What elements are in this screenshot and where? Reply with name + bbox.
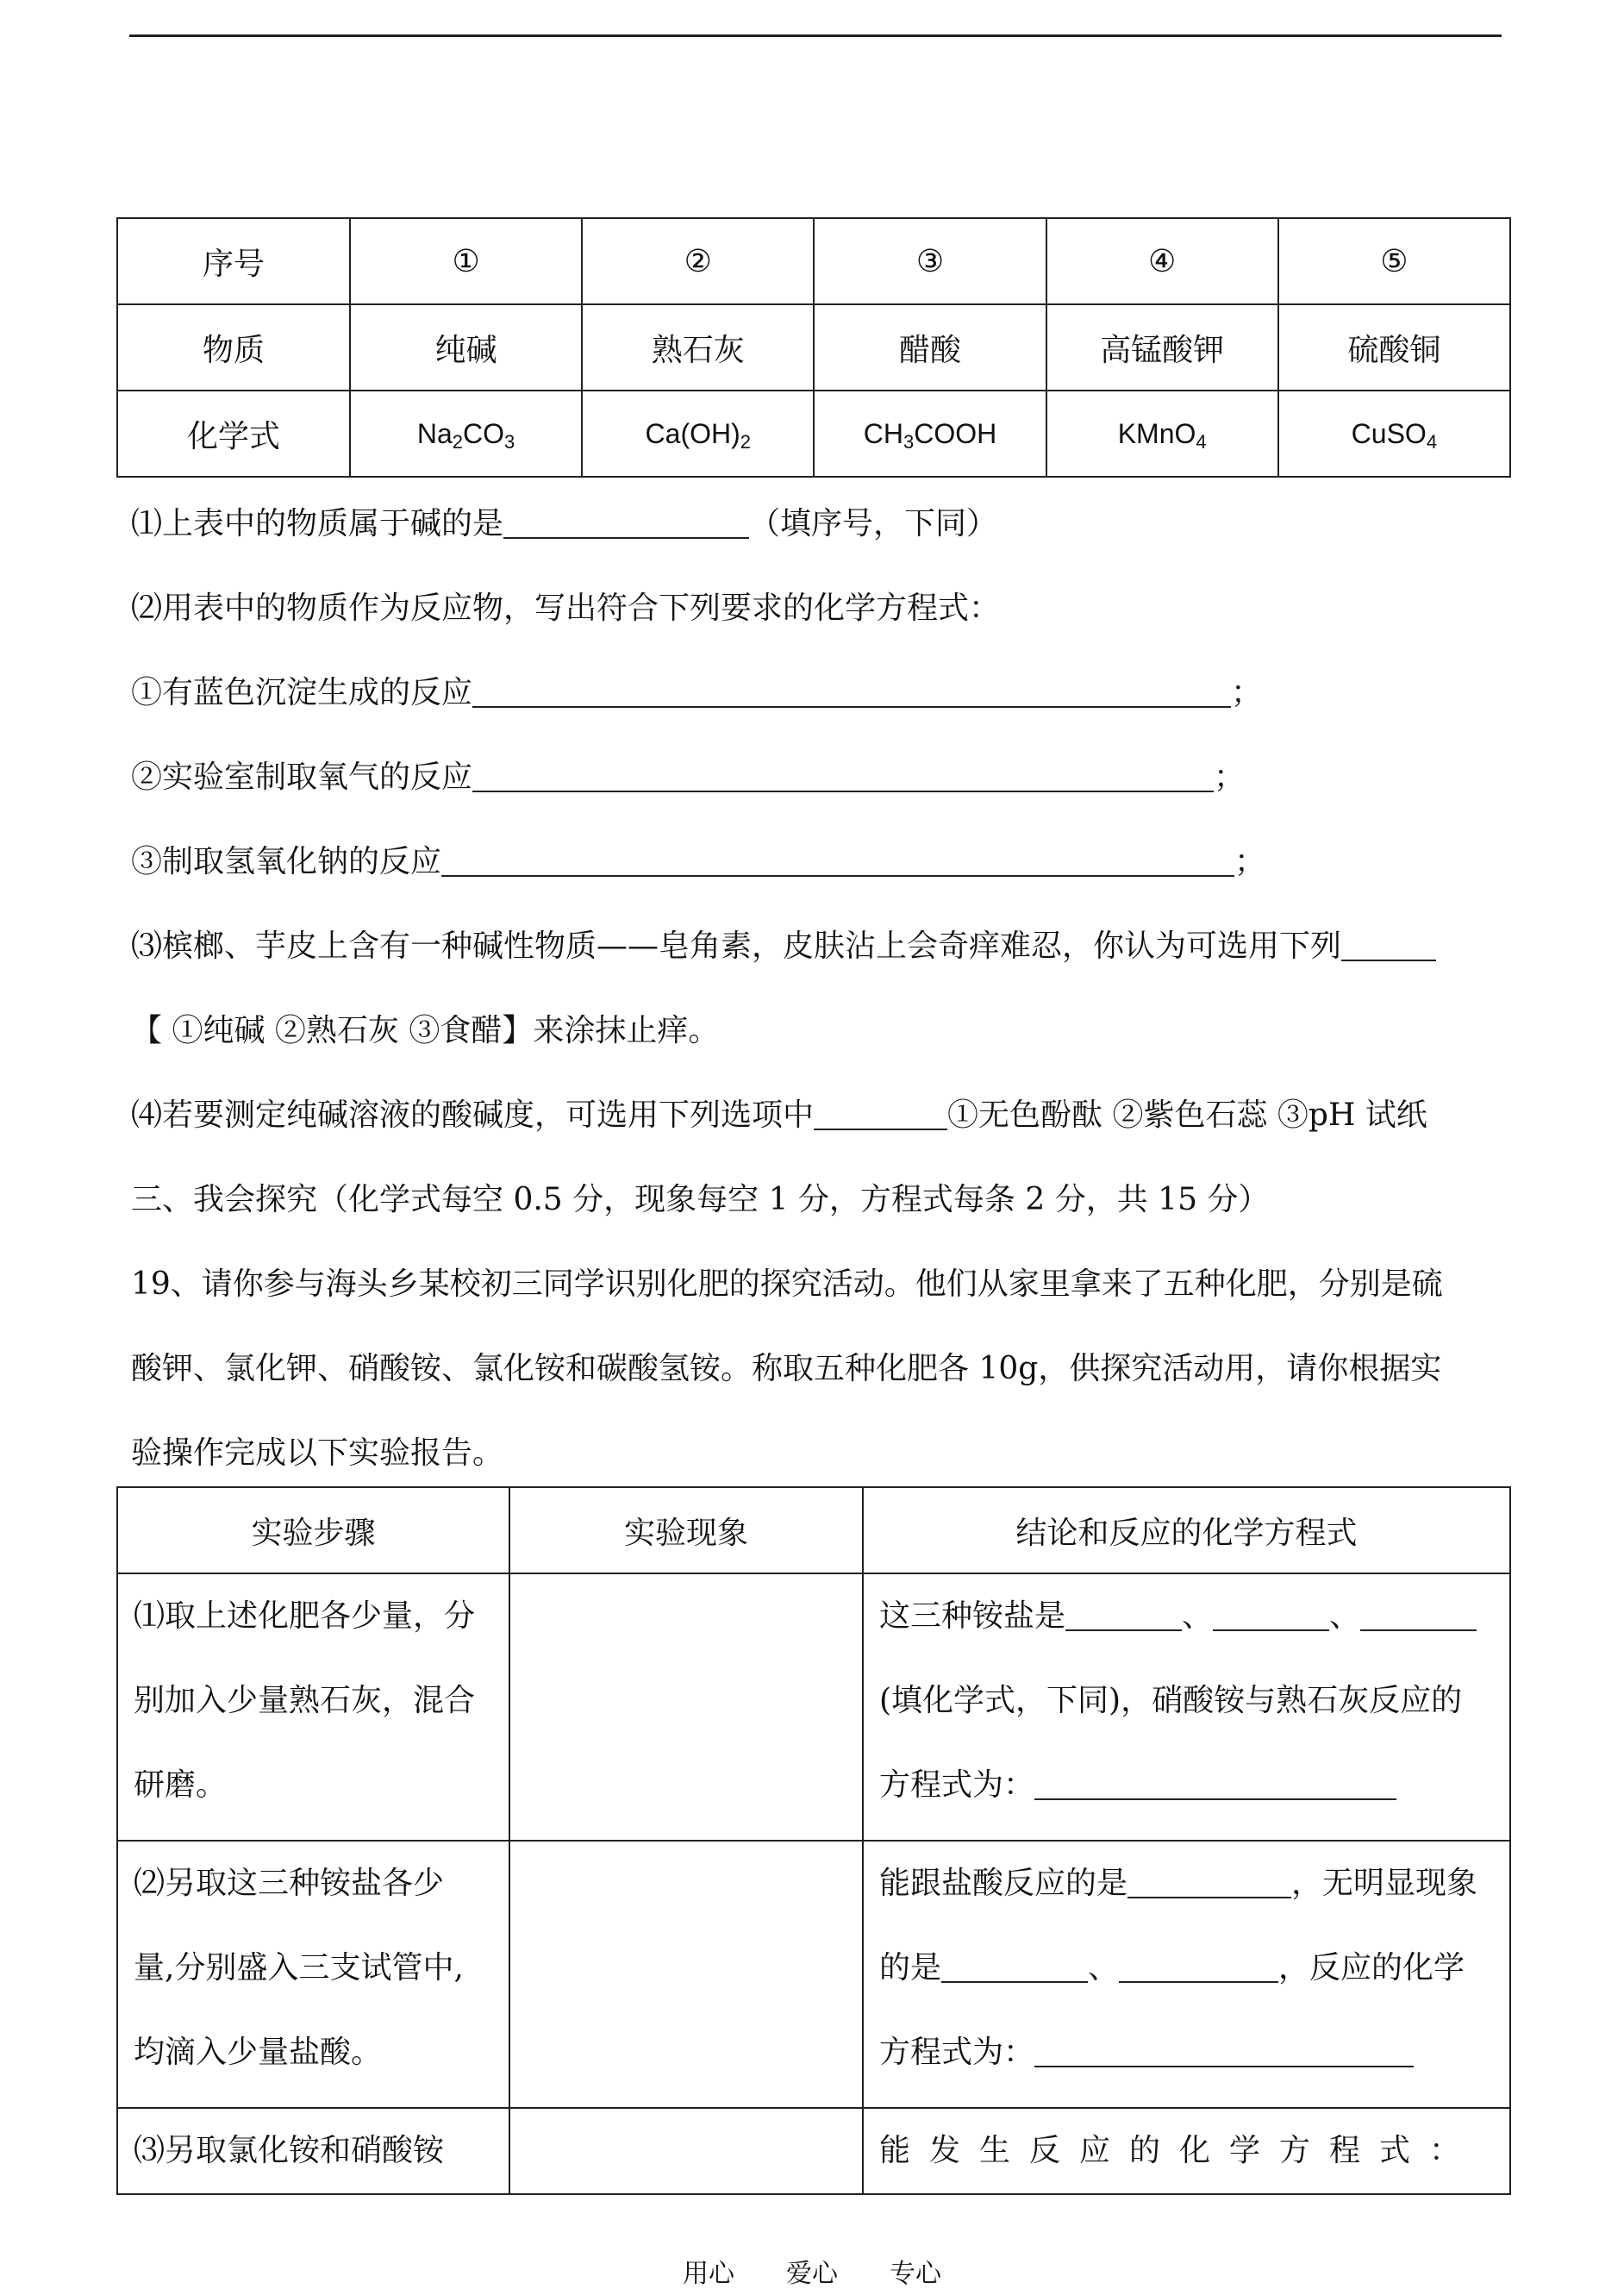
table-row [117,2108,1510,2194]
answer-blank[interactable] [1127,1867,1291,1898]
conclusion-cell: 能跟盐酸反应的是 ，无明显现象 的是 、 ，反应的化学 方程式为： [863,1841,1510,2108]
table-header-cell: ① [350,218,582,304]
section-title: 三、我会探究（化学式每空 0.5 分，现象每空 1 分，方程式每条 2 分，共 15 分） [131,1182,1270,1217]
answer-blank[interactable] [1213,1600,1329,1631]
table-header-cell: ③ [814,218,1046,304]
table-cell: 高锰酸钾 [1046,304,1278,391]
observation-cell[interactable] [509,1573,863,1841]
answer-blank[interactable] [1360,1600,1477,1631]
answer-blank[interactable] [941,1952,1088,1983]
table-header-cell: ⑤ [1278,218,1510,304]
question-19-line: 验操作完成以下实验报告。 [131,1435,504,1471]
step-cell: ⑴取上述化肥各少量，分 别加入少量熟石灰，混合 研磨。 [117,1573,509,1841]
question-3-options: 【 ①纯碱 ②熟石灰 ③食醋】来涂抹止痒。 [131,1013,720,1048]
formula-cell: CuSO$_4$ [1278,391,1510,477]
question-2-1: ①有蓝色沉淀生成的反应 ； [131,675,1263,710]
experiment-table [116,1486,1511,2195]
table-header-cell: 序号 [117,218,350,304]
table-cell: 熟石灰 [582,304,814,391]
conclusion-cell: 能发生反应的化学方程式： [863,2108,1510,2194]
answer-blank[interactable] [441,846,1234,877]
question-3: ⑶槟榔、芋皮上含有一种碱性物质——皂角素，皮肤沾上会奇痒难忍，你认为可选用下列 [131,926,1436,967]
formula-cell: $CH_3COOH$ [814,391,1046,477]
formula-cell: $Ca(OH)_2$ [582,391,814,477]
table-cell: 物质 [117,304,350,391]
question-19-line: 19、请你参与海头乡某校初三同学识别化肥的探究活动。他们从家里拿来了五种化肥，分别是硫 [131,1266,1443,1302]
table-row [117,304,1510,391]
answer-blank[interactable] [503,508,749,539]
answer-blank[interactable] [1034,1769,1396,1800]
header-rule [129,34,1502,37]
answer-blank[interactable] [472,761,1214,792]
substance-table [116,217,1511,478]
table-row [117,1487,1510,1573]
table-row [117,1573,1510,1841]
answer-blank[interactable] [1341,930,1436,961]
answer-blank[interactable] [1065,1600,1182,1631]
question-2: ⑵用表中的物质作为反应物，写出符合下列要求的化学方程式： [131,591,1001,626]
question-2-2: ②实验室制取氧气的反应 ； [131,760,1246,795]
observation-cell[interactable] [509,1841,863,2108]
table-row [117,218,1510,304]
table-header-cell: 实验步骤 [117,1487,509,1573]
table-row [117,391,1510,477]
page-footer: 用心 爱心 专心 [683,2259,941,2289]
answer-blank[interactable] [1119,1952,1278,1983]
table-cell: 化学式 [117,391,350,477]
conclusion-cell: 这三种铵盐是 、 、 (填化学式，下同)，硝酸铵与熟石灰反应的 方程式为： [863,1573,1510,1841]
table-header-cell: ② [582,218,814,304]
answer-blank[interactable] [814,1099,947,1130]
table-header-cell: 结论和反应的化学方程式 [863,1487,1510,1573]
table-header-cell: ④ [1046,218,1278,304]
question-19-line: 酸钾、氯化钾、硝酸铵、氯化铵和碳酸氢铵。称取五种化肥各 10g，供探究活动用，请你根据实 [131,1351,1442,1386]
answer-blank[interactable] [472,677,1231,708]
step-cell: ⑶另取氯化铵和硝酸铵 [117,2108,509,2194]
table-cell: 纯碱 [350,304,582,391]
question-1: ⑴上表中的物质属于碱的是 （填序号，下同） [131,506,998,541]
question-2-3: ③制取氢氧化钠的反应 ； [131,844,1266,879]
observation-cell[interactable] [509,2108,863,2194]
table-header-cell: 实验现象 [509,1487,863,1573]
formula-cell: $Na_2CO_3$ [350,391,582,477]
question-4: ⑷若要测定纯碱溶液的酸碱度，可选用下列选项中 ①无色酚酞 ②紫色石蕊 ③pH 试纸 [131,1097,1427,1133]
formula-cell: KMnO$_4$ [1046,391,1278,477]
table-cell: 硫酸铜 [1278,304,1510,391]
table-row [117,1841,1510,2108]
answer-blank[interactable] [1034,2036,1414,2067]
table-cell: 醋酸 [814,304,1046,391]
step-cell: ⑵另取这三种铵盐各少 量,分别盛入三支试管中, 均滴入少量盐酸。 [117,1841,509,2108]
